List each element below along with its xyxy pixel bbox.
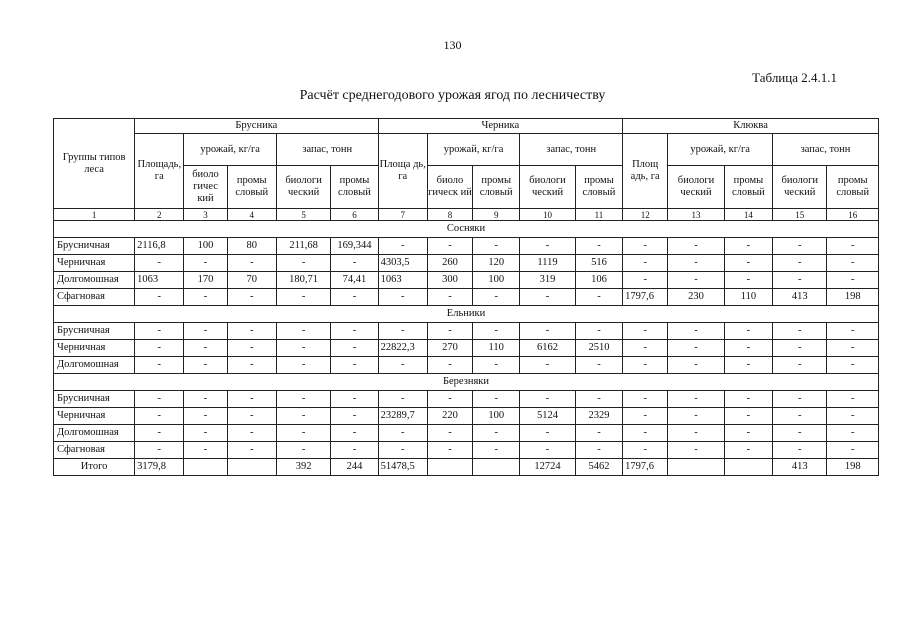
table-cell: - <box>773 442 827 459</box>
forest-type-cell: Черничная <box>54 408 135 425</box>
table-title: Расчёт среднегодового урожая ягод по лесничеству <box>299 88 606 103</box>
table-cell: - <box>623 442 668 459</box>
table-cell: 319 <box>520 272 575 289</box>
table-cell: - <box>668 357 724 374</box>
table-cell: - <box>135 408 184 425</box>
table-cell: - <box>827 408 879 425</box>
table-cell: - <box>575 357 622 374</box>
column-number: 4 <box>227 209 276 221</box>
header-industrial-yield: промы словый <box>724 166 772 209</box>
forest-type-cell: Долгомошная <box>54 425 135 442</box>
table-row <box>54 357 879 374</box>
column-numbers-row <box>54 209 879 221</box>
table-cell: 1119 <box>520 255 575 272</box>
column-number: 3 <box>184 209 227 221</box>
table-cell: - <box>276 289 330 306</box>
total-row <box>54 459 879 476</box>
table-cell: - <box>575 289 622 306</box>
table-cell: - <box>331 289 378 306</box>
table-cell: - <box>184 255 227 272</box>
table-cell: - <box>575 238 622 255</box>
forest-type-cell: Черничная <box>54 340 135 357</box>
table-cell: - <box>623 391 668 408</box>
table-cell: - <box>827 255 879 272</box>
table-cell: - <box>427 442 472 459</box>
table-cell: 22822,3 <box>378 340 427 357</box>
column-number: 14 <box>724 209 772 221</box>
table-cell: - <box>668 442 724 459</box>
column-number: 8 <box>427 209 472 221</box>
table-cell: - <box>135 289 184 306</box>
table-cell: - <box>724 255 772 272</box>
table-cell: - <box>575 425 622 442</box>
column-number: 13 <box>668 209 724 221</box>
table-row <box>54 255 879 272</box>
table-cell: - <box>331 408 378 425</box>
table-cell: - <box>331 391 378 408</box>
table-cell: - <box>724 357 772 374</box>
table-row <box>54 238 879 255</box>
table-cell: - <box>331 442 378 459</box>
table-cell: - <box>331 425 378 442</box>
table-cell: - <box>520 323 575 340</box>
forest-type-cell: Итого <box>54 459 135 476</box>
header-species-blueberry: Черника <box>378 119 623 134</box>
forest-type-cell: Брусничная <box>54 391 135 408</box>
header-area: Площадь, га <box>135 134 184 209</box>
table-cell: 180,71 <box>276 272 330 289</box>
table-cell <box>473 459 520 476</box>
table-cell: - <box>378 289 427 306</box>
column-number: 6 <box>331 209 378 221</box>
table-cell: - <box>135 391 184 408</box>
table-cell: - <box>184 391 227 408</box>
table-cell: 413 <box>773 459 827 476</box>
table-cell: - <box>276 357 330 374</box>
table-cell: - <box>227 425 276 442</box>
header-group-types: Группы типов леса <box>54 119 135 209</box>
table-cell: - <box>427 425 472 442</box>
table-cell: - <box>473 238 520 255</box>
table-cell: - <box>623 425 668 442</box>
table-cell: - <box>520 391 575 408</box>
section-title: Ельники <box>54 306 879 323</box>
forest-type-cell: Сфагновая <box>54 442 135 459</box>
table-cell: - <box>827 391 879 408</box>
table-cell: - <box>773 255 827 272</box>
table-cell: 270 <box>427 340 472 357</box>
section-title: Березняки <box>54 374 879 391</box>
table-cell: - <box>276 340 330 357</box>
table-cell: - <box>473 425 520 442</box>
header-bio-yield: биологи ческий <box>668 166 724 209</box>
table-cell: 220 <box>427 408 472 425</box>
table-row <box>54 442 879 459</box>
table-cell: 110 <box>724 289 772 306</box>
table-cell: 230 <box>668 289 724 306</box>
table-cell: - <box>773 391 827 408</box>
table-cell: - <box>331 255 378 272</box>
table-cell: - <box>135 442 184 459</box>
header-industrial-yield: промы словый <box>473 166 520 209</box>
table-cell: 1063 <box>135 272 184 289</box>
table-cell: - <box>135 340 184 357</box>
table-cell: - <box>378 323 427 340</box>
table-cell: - <box>773 272 827 289</box>
table-cell: - <box>276 442 330 459</box>
table-cell: - <box>227 442 276 459</box>
table-cell: 169,344 <box>331 238 378 255</box>
header-bio-yield: биоло гичес кий <box>184 166 227 209</box>
table-cell: - <box>623 408 668 425</box>
column-number: 15 <box>773 209 827 221</box>
table-cell: 3179,8 <box>135 459 184 476</box>
header-yield: урожай, кг/га <box>668 134 773 166</box>
table-cell: - <box>473 357 520 374</box>
table-cell: - <box>773 340 827 357</box>
column-number: 16 <box>827 209 879 221</box>
table-cell: - <box>276 391 330 408</box>
table-cell: - <box>724 323 772 340</box>
section-title: Сосняки <box>54 221 879 238</box>
table-label: Таблица 2.4.1.1 <box>752 70 837 85</box>
table-cell: - <box>724 272 772 289</box>
table-cell: - <box>427 391 472 408</box>
table-cell: - <box>135 357 184 374</box>
table-cell: - <box>331 357 378 374</box>
header-species-cranberry: Клюква <box>623 119 879 134</box>
table-row <box>54 272 879 289</box>
table-cell: - <box>427 357 472 374</box>
table-cell: - <box>473 391 520 408</box>
table-cell: - <box>378 391 427 408</box>
table-cell: - <box>331 323 378 340</box>
table-cell: - <box>184 357 227 374</box>
table-cell: - <box>668 408 724 425</box>
table-cell: - <box>827 340 879 357</box>
header-yield: урожай, кг/га <box>184 134 276 166</box>
section-header-row <box>54 374 879 391</box>
table-cell: - <box>668 238 724 255</box>
table-cell: - <box>668 340 724 357</box>
table-cell: - <box>276 255 330 272</box>
header-species-lingonberry: Брусника <box>135 119 378 134</box>
table-cell: 2510 <box>575 340 622 357</box>
table-cell: 244 <box>331 459 378 476</box>
forest-type-cell: Сфагновая <box>54 289 135 306</box>
table-cell: - <box>724 340 772 357</box>
page-number: 130 <box>443 38 462 52</box>
table-cell: - <box>773 357 827 374</box>
table-cell: - <box>773 408 827 425</box>
header-yield: урожай, кг/га <box>427 134 519 166</box>
table-cell: - <box>827 323 879 340</box>
table-cell: - <box>135 425 184 442</box>
column-number: 5 <box>276 209 330 221</box>
table-cell: 51478,5 <box>378 459 427 476</box>
table-cell: 110 <box>473 340 520 357</box>
table-cell: - <box>623 340 668 357</box>
header-bio-stock: биологи ческий <box>520 166 575 209</box>
forest-type-cell: Брусничная <box>54 323 135 340</box>
header-bio-stock: биологи ческий <box>276 166 330 209</box>
table-cell: - <box>827 272 879 289</box>
table-cell: - <box>427 289 472 306</box>
table-cell: - <box>668 255 724 272</box>
table-row <box>54 289 879 306</box>
table-cell: 120 <box>473 255 520 272</box>
table-cell: 211,68 <box>276 238 330 255</box>
table-row <box>54 340 879 357</box>
table-cell: - <box>575 391 622 408</box>
table-cell: - <box>135 255 184 272</box>
table-cell: 23289,7 <box>378 408 427 425</box>
table-cell: - <box>227 391 276 408</box>
table-cell <box>184 459 227 476</box>
table-cell: - <box>473 289 520 306</box>
table-cell: - <box>623 255 668 272</box>
table-cell: 6162 <box>520 340 575 357</box>
table-cell: - <box>724 238 772 255</box>
column-number: 10 <box>520 209 575 221</box>
table-cell: 106 <box>575 272 622 289</box>
table-row <box>54 425 879 442</box>
table-cell: - <box>520 289 575 306</box>
table-cell: - <box>668 323 724 340</box>
table-cell: - <box>378 238 427 255</box>
table-cell: 198 <box>827 289 879 306</box>
forest-type-cell: Долгомошная <box>54 272 135 289</box>
table-cell: - <box>724 391 772 408</box>
table-cell: - <box>773 425 827 442</box>
table-cell: - <box>575 442 622 459</box>
table-cell: - <box>184 340 227 357</box>
table-cell: 5462 <box>575 459 622 476</box>
header-stock: запас, тонн <box>520 134 623 166</box>
table-cell: - <box>378 442 427 459</box>
section-header-row <box>54 306 879 323</box>
table-cell: - <box>773 323 827 340</box>
table-cell: - <box>227 357 276 374</box>
table-cell <box>724 459 772 476</box>
table-cell: 70 <box>227 272 276 289</box>
header-area: Площа дь, га <box>378 134 427 209</box>
table-cell: - <box>276 425 330 442</box>
table-cell: - <box>331 340 378 357</box>
table-cell: - <box>184 408 227 425</box>
table-cell: 100 <box>473 408 520 425</box>
table-cell: - <box>427 323 472 340</box>
table-cell: - <box>773 238 827 255</box>
table-cell: - <box>227 340 276 357</box>
forest-type-cell: Брусничная <box>54 238 135 255</box>
forest-type-cell: Черничная <box>54 255 135 272</box>
table-cell: - <box>575 323 622 340</box>
table-cell <box>427 459 472 476</box>
table-cell: - <box>184 442 227 459</box>
table-cell: - <box>827 442 879 459</box>
table-cell: - <box>623 357 668 374</box>
table-cell: - <box>276 323 330 340</box>
table-cell <box>227 459 276 476</box>
table-cell: - <box>227 323 276 340</box>
table-cell: - <box>520 238 575 255</box>
forest-type-cell: Долгомошная <box>54 357 135 374</box>
table-cell: - <box>427 238 472 255</box>
table-cell: 392 <box>276 459 330 476</box>
table-cell: - <box>827 357 879 374</box>
table-cell: - <box>378 425 427 442</box>
table-cell: - <box>623 238 668 255</box>
table-cell <box>668 459 724 476</box>
table-cell: - <box>135 323 184 340</box>
table-cell: - <box>184 425 227 442</box>
table-cell: 1797,6 <box>623 459 668 476</box>
column-number: 7 <box>378 209 427 221</box>
table-cell: 100 <box>473 272 520 289</box>
table-row <box>54 408 879 425</box>
table-cell: - <box>724 408 772 425</box>
header-bio-stock: биологи ческий <box>773 166 827 209</box>
table-cell: - <box>520 425 575 442</box>
table-cell: 2116,8 <box>135 238 184 255</box>
column-number: 2 <box>135 209 184 221</box>
header-industrial-yield: промы словый <box>227 166 276 209</box>
berry-yield-table <box>53 118 879 476</box>
table-cell: - <box>184 323 227 340</box>
header-industrial-stock: промы словый <box>827 166 879 209</box>
table-cell: - <box>827 238 879 255</box>
table-cell: 100 <box>184 238 227 255</box>
table-cell: - <box>227 289 276 306</box>
header-area: Площ адь, га <box>623 134 668 209</box>
header-stock: запас, тонн <box>276 134 378 166</box>
table-cell: 260 <box>427 255 472 272</box>
table-cell: - <box>724 425 772 442</box>
header-bio-yield: биоло гическ ий <box>427 166 472 209</box>
table-cell: - <box>227 255 276 272</box>
table-cell: 4303,5 <box>378 255 427 272</box>
table-cell: 1797,6 <box>623 289 668 306</box>
table-row <box>54 323 879 340</box>
table-cell: 80 <box>227 238 276 255</box>
table-cell: 300 <box>427 272 472 289</box>
header-industrial-stock: промы словый <box>575 166 622 209</box>
table-cell: - <box>520 442 575 459</box>
column-number: 12 <box>623 209 668 221</box>
header-industrial-stock: промы словый <box>331 166 378 209</box>
table-cell: - <box>668 272 724 289</box>
table-cell: - <box>276 408 330 425</box>
table-cell: - <box>473 323 520 340</box>
table-cell: - <box>184 289 227 306</box>
table-cell: - <box>378 357 427 374</box>
column-number: 11 <box>575 209 622 221</box>
table-cell: 12724 <box>520 459 575 476</box>
table-cell: 198 <box>827 459 879 476</box>
table-cell: 5124 <box>520 408 575 425</box>
column-number: 1 <box>54 209 135 221</box>
table-cell: 170 <box>184 272 227 289</box>
table-cell: - <box>227 408 276 425</box>
table-cell: 413 <box>773 289 827 306</box>
column-number: 9 <box>473 209 520 221</box>
table-cell: - <box>623 323 668 340</box>
section-header-row <box>54 221 879 238</box>
table-cell: - <box>623 272 668 289</box>
table-cell: - <box>473 442 520 459</box>
table-cell: 2329 <box>575 408 622 425</box>
table-cell: - <box>520 357 575 374</box>
table-cell: - <box>668 425 724 442</box>
table-cell: 516 <box>575 255 622 272</box>
table-cell: - <box>724 442 772 459</box>
table-cell: - <box>668 391 724 408</box>
header-stock: запас, тонн <box>773 134 879 166</box>
table-cell: 74,41 <box>331 272 378 289</box>
table-cell: - <box>827 425 879 442</box>
table-row <box>54 391 879 408</box>
table-cell: 1063 <box>378 272 427 289</box>
